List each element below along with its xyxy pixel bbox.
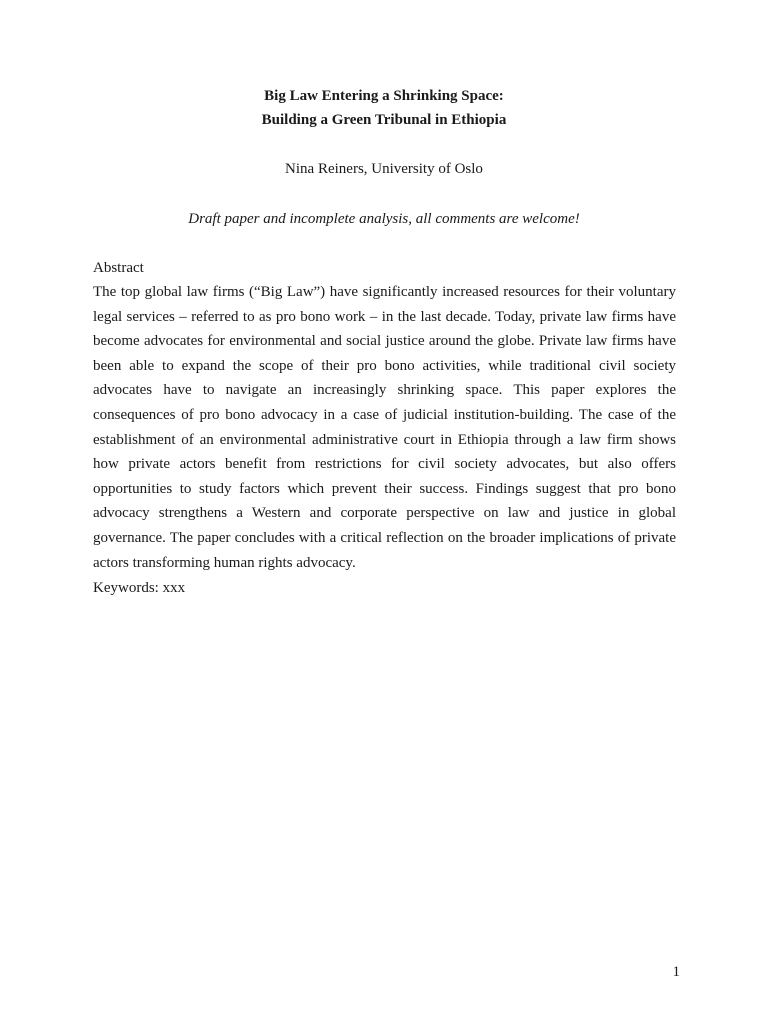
abstract-text: The top global law firms (“Big Law”) have significantly increased resources for their voluntary legal services – referred to as pro bono work – in the last decade. Today, private law firms have become advocates for environmental and social justice around the globe. Private law firms have been able to expand the scope of their pro bono activities, while traditional civil society advocates have to navigate an increasingly shrinking space. This paper explores the consequences of pro bono advocacy in a case of judicial institution-building. The case of the establishment of an environmental administrative court in Ethiopia through a law firm shows how private actors benefit from restrictions for civil society advocates, but also offers opportunities to study factors which prevent their success. Findings suggest that pro bono advocacy strengthens a Western and corporate perspective on law and justice in global governance. The paper concludes with a critical reflection on the broader implications of private actors transforming human rights advocacy. bbox=[93, 284, 676, 571]
paper-title-line-2: Building a Green Tribunal in Ethiopia bbox=[261, 112, 507, 128]
author-affiliation: Nina Reiners, University of Oslo bbox=[285, 161, 483, 177]
page-number: 1 bbox=[672, 964, 680, 980]
paper-title-line-1: Big Law Entering a Shrinking Space: bbox=[264, 88, 504, 104]
keywords-line: Keywords: xxx bbox=[93, 580, 186, 596]
abstract-heading: Abstract bbox=[93, 260, 144, 276]
draft-note: Draft paper and incomplete analysis, all comments are welcome! bbox=[188, 211, 580, 227]
